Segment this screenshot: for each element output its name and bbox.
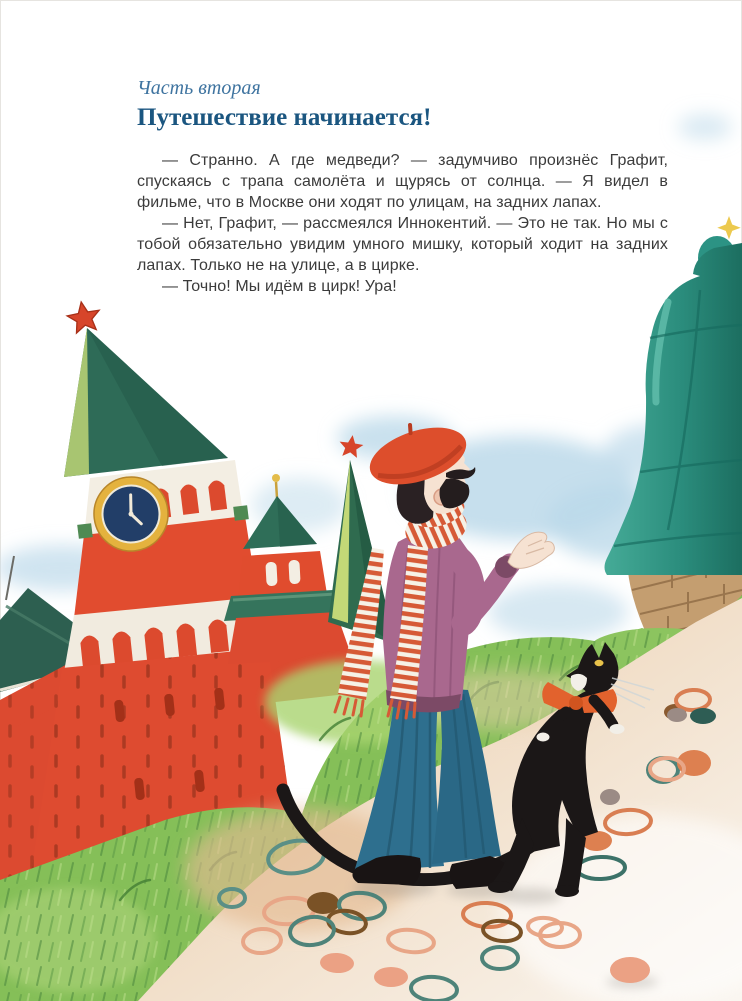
cat-eye — [595, 660, 604, 666]
bell-ornament-icon — [717, 216, 740, 239]
part-label: Часть вторая — [137, 77, 261, 99]
red-star-icon — [65, 299, 102, 334]
text-block — [137, 76, 668, 297]
path-pebble — [610, 957, 650, 983]
path-pebble — [374, 967, 408, 987]
cat-paw-b — [610, 724, 625, 734]
story-text — [137, 150, 668, 297]
paragraph: — Точно! Мы идём в цирк! Ура! — [162, 278, 397, 295]
paragraph: — Странно. А где медведи? — задумчиво произнёс Графит, спускаясь с трапа самолёта и щурясь от солнца. — Я видел в фильме, что в Москве они ходят по улицам, на задних лапах. — [137, 152, 668, 211]
path-pebble — [600, 789, 620, 805]
cat-paw-a — [537, 733, 550, 742]
paragraph: — Нет, Графит, — рассмеялся Иннокентий. — Это не так. Но мы с тобой обязательно увидим умного мишку, который ходит на задних лапах. Только не на улице, а в цирке. — [137, 215, 668, 274]
chapter-title: Путешествие начинается! — [137, 104, 432, 131]
path-pebble — [667, 708, 687, 722]
path-pebble — [690, 708, 716, 724]
